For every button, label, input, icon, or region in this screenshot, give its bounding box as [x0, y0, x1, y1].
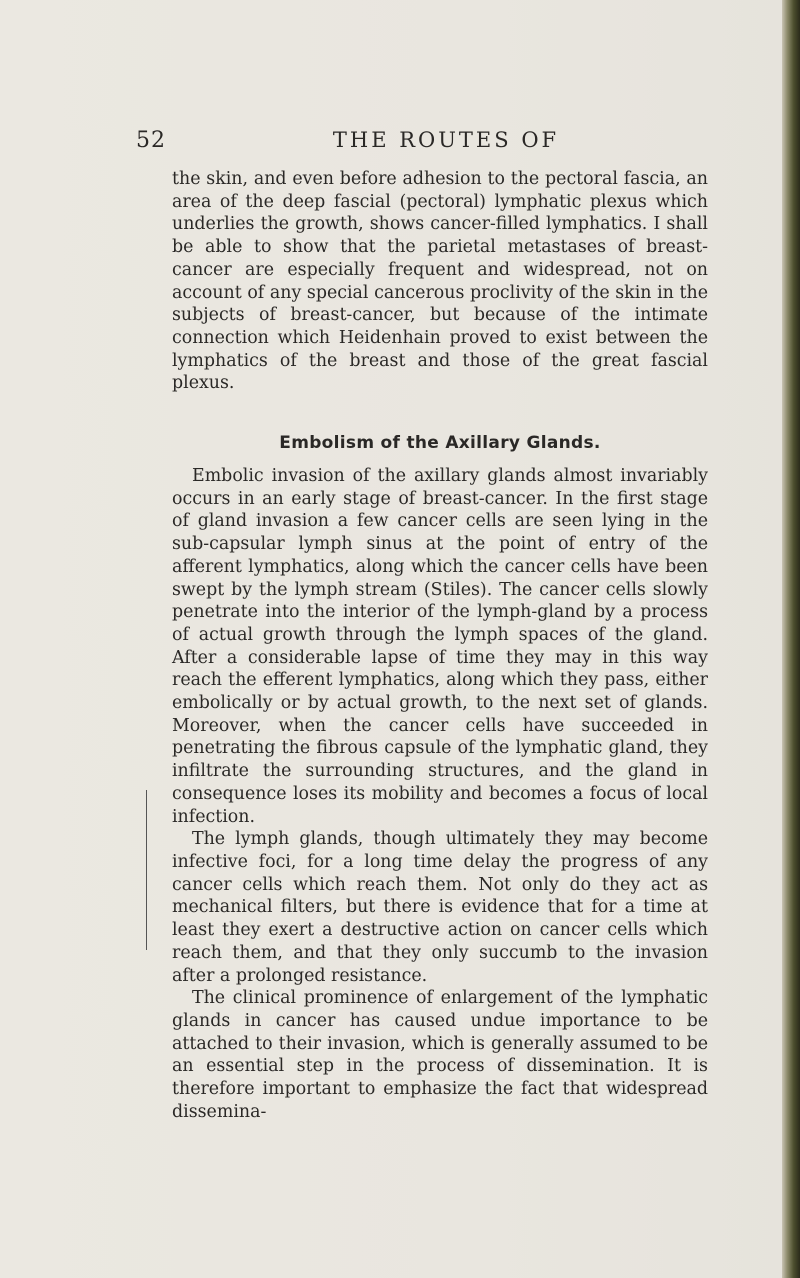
body-text	[172, 168, 708, 1123]
page-number: 52	[136, 128, 166, 153]
paragraph: Embolic invasion of the axillary glands almost invariably occurs in an early stage of breast-cancer. In the first stage of gland invasion a few cancer cells are seen lying in the sub-capsular lymph sinus at the point of entry of the afferent lymphatics, along which the cancer cells have been swept by the lymph stream (Stiles). The cancer cells slowly penetrate into the interior of the lymph-gland by a process of actual growth through the lymph spaces of the gland. After a considerable lapse of time they may in this way reach the efferent lymphatics, along which they pass, either embolically or by actual growth, to the next set of glands. Moreover, when the cancer cells have succeeded in penetrating the fibrous capsule of the lymphatic gland, they infiltrate the surrounding structures, and the gland in consequence loses its mobility and becomes a focus of local infection.	[172, 466, 708, 827]
paragraph-continued: the skin, and even before adhesion to the pectoral fascia, an area of the deep fascial (pectoral) lymphatic plexus which underlies the growth, shows cancer-filled lymphatics. I shall be able to show that the parietal metastases of breast-cancer are especially frequent and widespread, not on account of any special cancerous proclivity of the skin in the subjects of breast-cancer, but because of the intimate connection which Heidenhain proved to exist between the lymphatics of the breast and those of the great fascial plexus.	[172, 169, 708, 394]
paragraph: The clinical prominence of enlargement of the lymphatic glands in cancer has caused undue importance to be attached to their invasion, which is generally assumed to be an essential step in the process of dissemination. It is therefore important to emphasize the fact that widespread dissemina-	[172, 988, 708, 1122]
paragraph: The lymph glands, though ultimately they may become infective foci, for a long time delay the progress of any cancer cells which reach them. Not only do they act as mechanical filters, but there is evidence that for a time at least they exert a destructive action on cancer cells which reach them, and that they only succumb to the invasion after a prolonged resistance.	[172, 829, 708, 986]
page-header	[136, 128, 696, 158]
running-title: THE ROUTES OF	[332, 128, 560, 152]
section-heading: Embolism of the Axillary Glands.	[279, 433, 601, 454]
book-spine-edge	[782, 0, 800, 1278]
margin-pencil-mark	[146, 790, 157, 950]
